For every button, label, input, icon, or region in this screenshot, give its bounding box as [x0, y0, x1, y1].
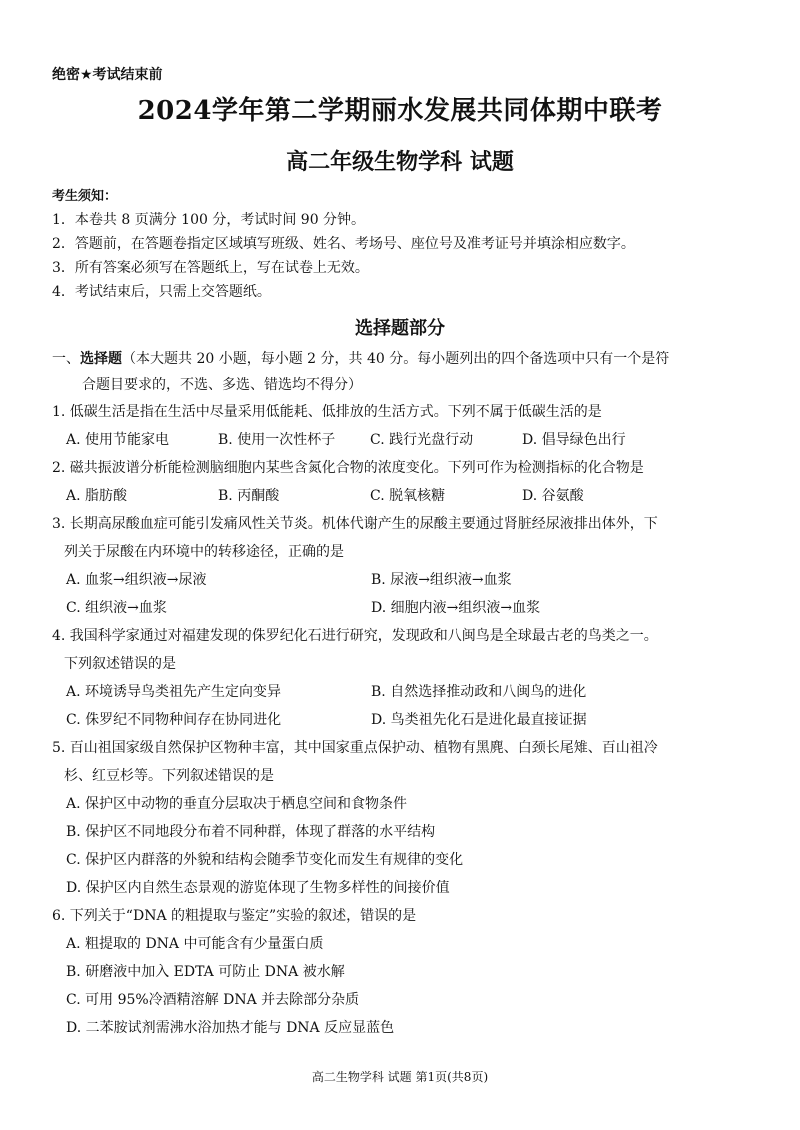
option-b: B. 保护区不同地段分布着不同种群，体现了群落的水平结构 — [66, 824, 436, 840]
question-2 — [52, 454, 752, 510]
instr-prefix: 一、 — [52, 351, 80, 367]
question-stem: 1. 低碳生活是指在生活中尽量采用低能耗、低排放的生活方式。下列不属于低碳生活的是 — [52, 404, 602, 420]
instr-bold: 选择题 — [80, 351, 122, 367]
question-5 — [52, 734, 752, 902]
question-3 — [52, 510, 752, 622]
question-1 — [52, 398, 752, 454]
instr-line2: 合题目要求的，不选、多选、错选均不得分） — [82, 377, 362, 393]
instr-line1: （本大题共 20 小题，每小题 2 分，共 40 分。每小题列出的四个备选项中只有一个是符 — [122, 351, 670, 367]
option-d: D. 保护区内自然生态景观的游览体现了生物多样性的间接价值 — [66, 880, 450, 896]
notice-item: 2．答题前，在答题卷指定区域填写班级、姓名、考场号、座位号及准考证号并填涂相应数字。 — [52, 236, 635, 252]
option-c: C. 组织液→血浆 — [66, 600, 167, 616]
option-c: C. 可用 95%冷酒精溶解 DNA 并去除部分杂质 — [66, 992, 360, 1008]
option-d: D. 鸟类祖先化石是进化最直接证据 — [371, 712, 587, 728]
option-b: B. 研磨液中加入 EDTA 可防止 DNA 被水解 — [66, 964, 345, 980]
option-a: A. 保护区中动物的垂直分层取决于栖息空间和食物条件 — [66, 796, 408, 812]
question-stem: 3. 长期高尿酸血症可能引发痛风性关节炎。机体代谢产生的尿酸主要通过肾脏经尿液排出体外，下 — [52, 516, 658, 532]
question-stem-cont: 列关于尿酸在内环境中的转移途径，正确的是 — [64, 544, 344, 560]
exam-subtitle: 高二年级生物学科 试题 — [286, 149, 514, 175]
notice-item: 1．本卷共 8 页满分 100 分，考试时间 90 分钟。 — [52, 212, 366, 228]
option-b: B. 使用一次性杯子 — [218, 432, 336, 448]
section-title: 选择题部分 — [355, 318, 445, 339]
option-c: C. 脱氧核糖 — [370, 488, 446, 504]
option-d: D. 细胞内液→组织液→血浆 — [371, 600, 541, 616]
question-stem: 5. 百山祖国家级自然保护区物种丰富，其中国家重点保护动、植物有黑麂、白颈长尾雉、百山祖冷 — [52, 740, 658, 756]
option-d: D. 二苯胺试剂需沸水浴加热才能与 DNA 反应显蓝色 — [66, 1020, 395, 1036]
page-footer: 高二生物学科 试题 第1页(共8页) — [311, 1070, 489, 1084]
option-a: A. 血浆→组织液→尿液 — [66, 572, 207, 588]
notice-item: 3．所有答案必须写在答题纸上，写在试卷上无效。 — [52, 260, 369, 276]
question-stem: 4. 我国科学家通过对福建发现的侏罗纪化石进行研究，发现政和八闽鸟是全球最古老的鸟类之一。 — [52, 628, 658, 644]
question-stem-cont: 下列叙述错误的是 — [64, 656, 176, 672]
question-list — [52, 346, 752, 1042]
candidate-notice — [52, 185, 752, 304]
question-stem: 6. 下列关于“DNA 的粗提取与鉴定”实验的叙述，错误的是 — [52, 908, 417, 924]
notice-heading: 考生须知： — [52, 189, 118, 204]
question-stem-cont: 杉、红豆杉等。下列叙述错误的是 — [64, 768, 274, 784]
notice-item: 4．考试结束后，只需上交答题纸。 — [52, 284, 271, 300]
question-6 — [52, 902, 752, 1042]
option-a: A. 使用节能家电 — [66, 432, 170, 448]
question-4 — [52, 622, 752, 734]
option-b: B. 自然选择推动政和八闽鸟的进化 — [371, 684, 587, 700]
option-b: B. 尿液→组织液→血浆 — [371, 572, 512, 588]
question-stem: 2. 磁共振波谱分析能检测脑细胞内某些含氮化合物的浓度变化。下列可作为检测指标的化合物是 — [52, 460, 644, 476]
option-c: C. 保护区内群落的外貌和结构会随季节变化而发生有规律的变化 — [66, 852, 464, 868]
option-c: C. 侏罗纪不同物种间存在协同进化 — [66, 712, 282, 728]
option-a: A. 脂肪酸 — [66, 488, 128, 504]
option-c: C. 践行光盘行动 — [370, 432, 474, 448]
option-b: B. 丙酮酸 — [218, 488, 280, 504]
option-d: D. 谷氨酸 — [522, 488, 584, 504]
exam-title: 2024学年第二学期丽水发展共同体期中联考 — [137, 96, 663, 126]
section-instructions — [52, 346, 752, 398]
option-a: A. 环境诱导鸟类祖先产生定向变异 — [66, 684, 282, 700]
option-d: D. 倡导绿色出行 — [522, 432, 626, 448]
confidential-mark: 绝密★考试结束前 — [52, 67, 163, 83]
option-a: A. 粗提取的 DNA 中可能含有少量蛋白质 — [66, 936, 324, 952]
